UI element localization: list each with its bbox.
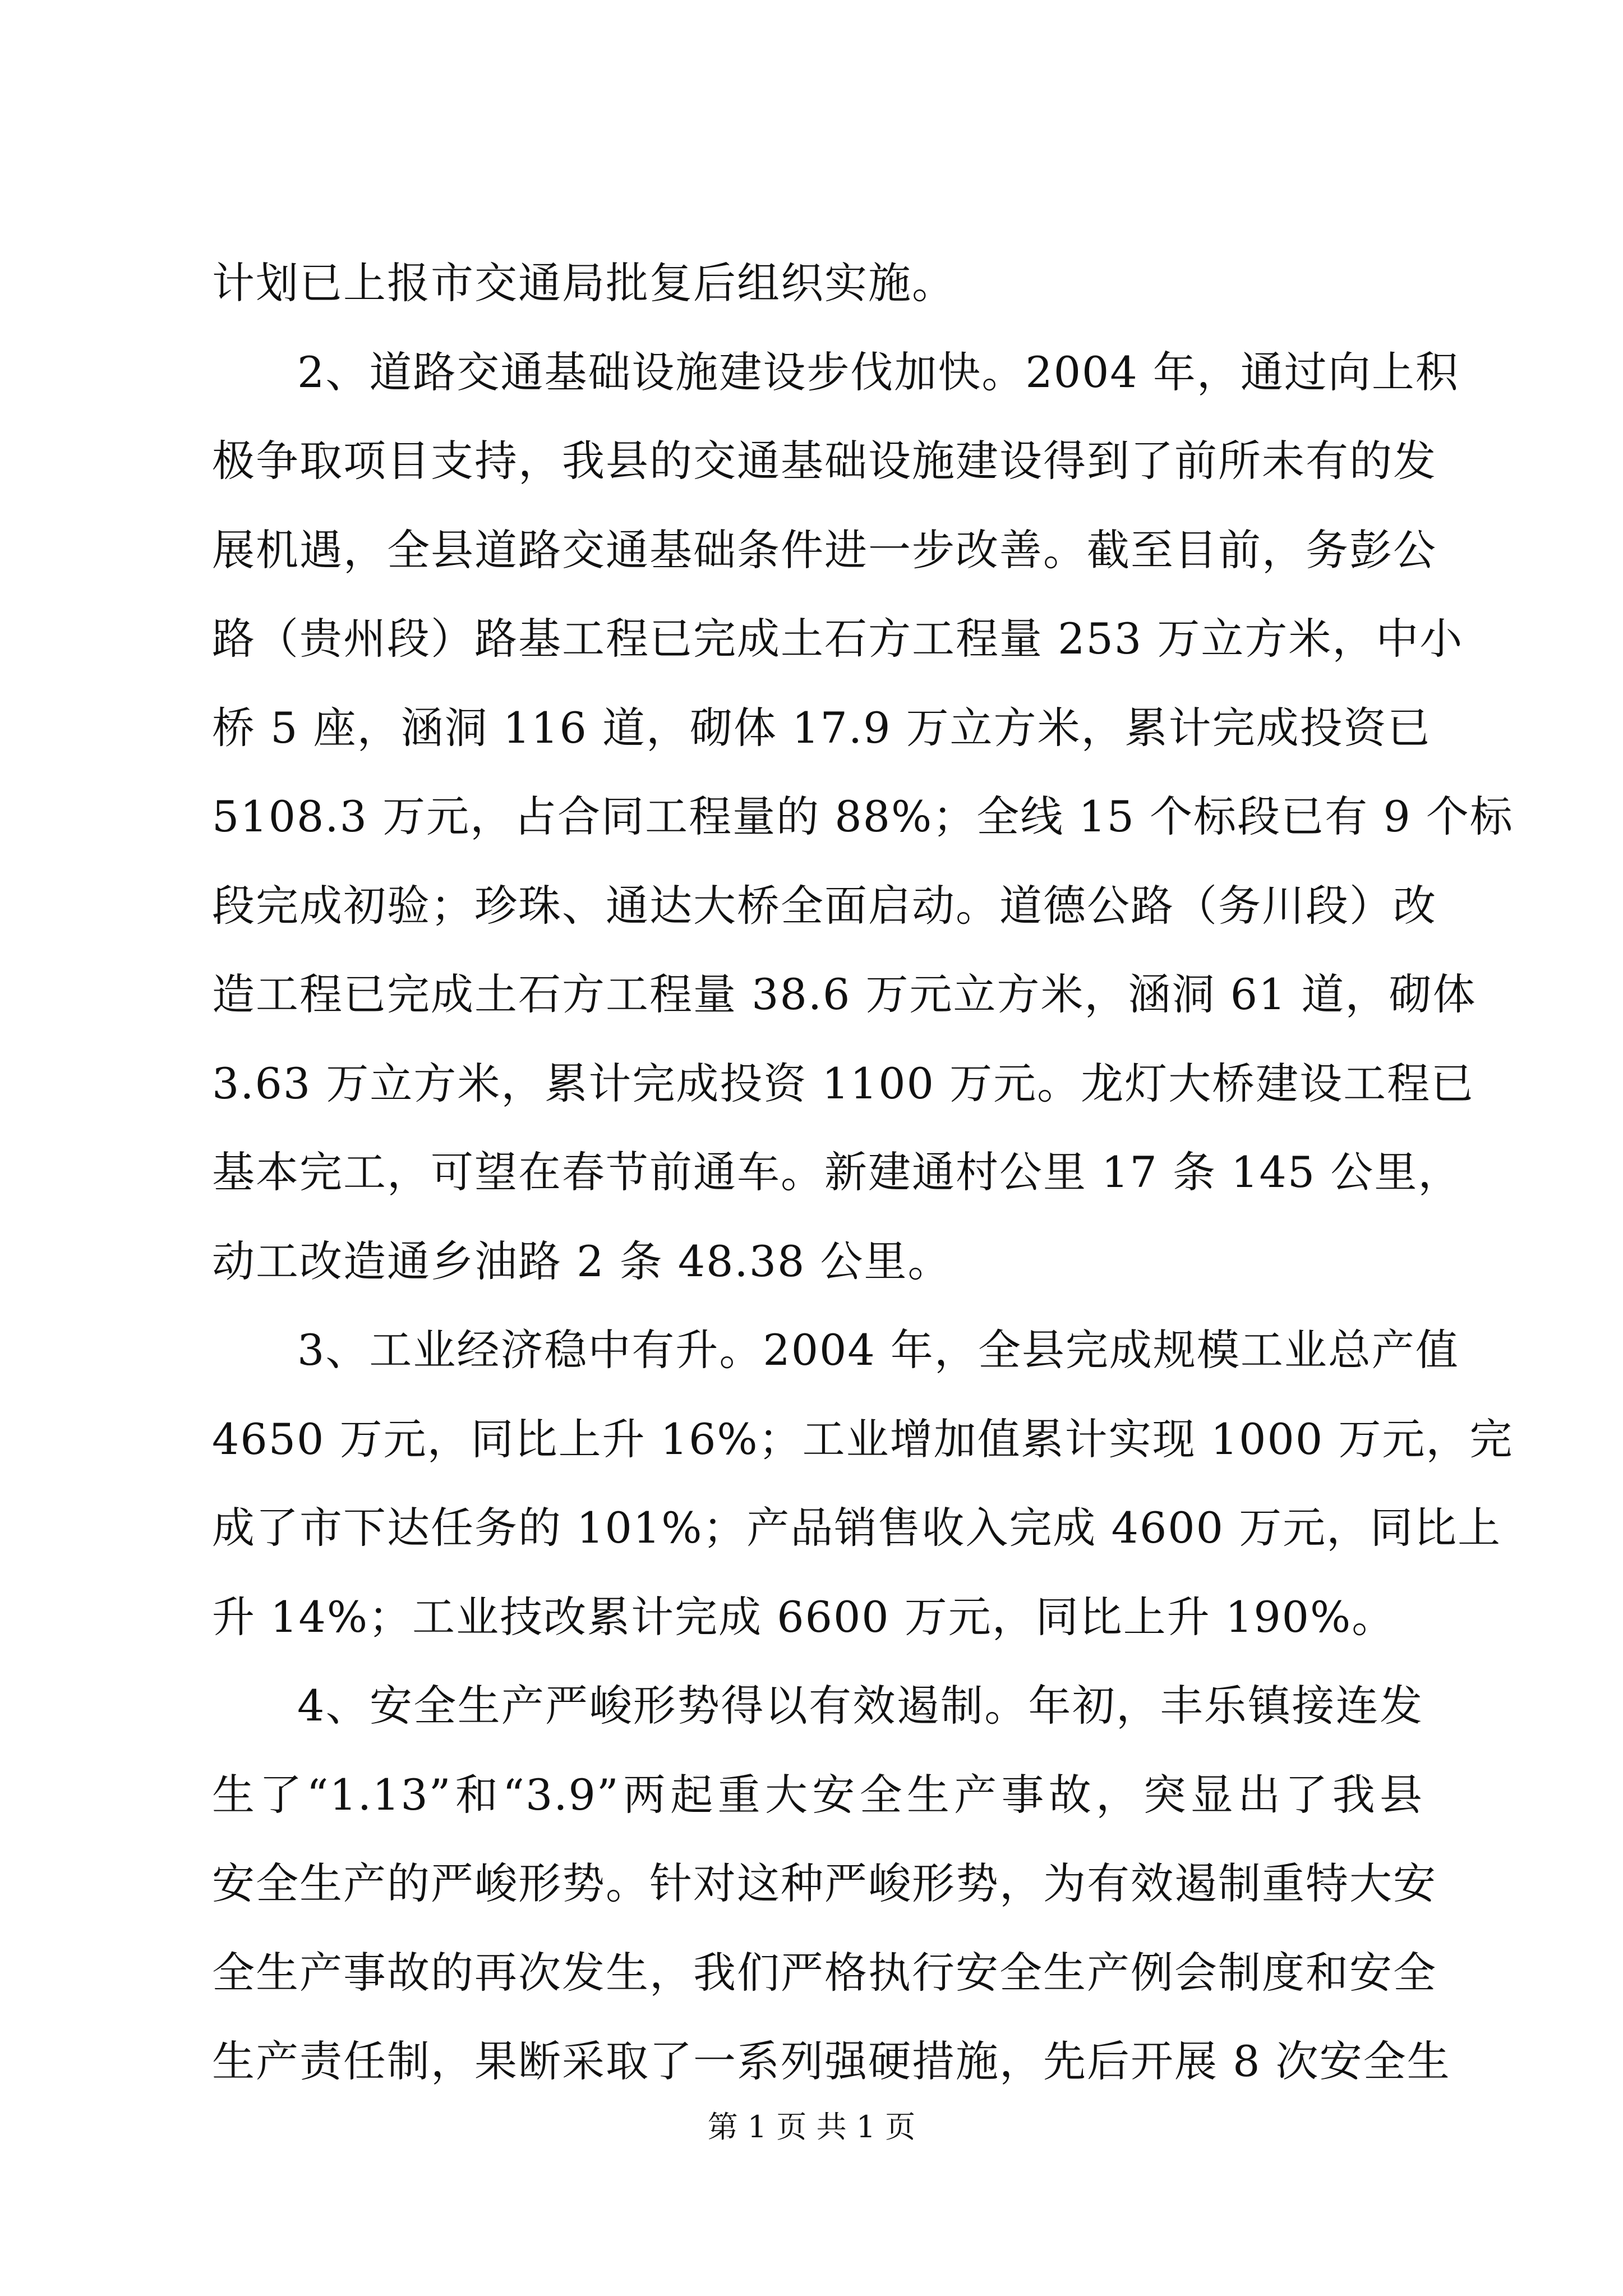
text-line: 3、工业经济稳中有升。2004 年，全县完成规模工业总产值 <box>297 1325 1459 1375</box>
text-line: 段完成初验；珍珠、通达大桥全面启动。道德公路（务川段）改 <box>212 881 1437 931</box>
text-line: 极争取项目支持，我县的交通基础设施建设得到了前所未有的发 <box>212 436 1437 486</box>
text-line: 展机遇，全县道路交通基础条件进一步改善。截至目前，务彭公 <box>212 525 1437 575</box>
text-line: 动工改造通乡油路 2 条 48.38 公里。 <box>212 1236 952 1286</box>
text-line: 4、安全生产严峻形势得以有效遏制。年初，丰乐镇接连发 <box>297 1681 1423 1731</box>
text-line: 计划已上报市交通局批复后组织实施。 <box>212 258 956 308</box>
text-line: 升 14%；工业技改累计完成 6600 万元，同比上升 190%。 <box>212 1592 1396 1642</box>
text-line: 生产责任制，果断采取了一系列强硬措施，先后开展 8 次安全生 <box>212 2036 1451 2086</box>
text-line: 安全生产的严峻形势。针对这种严峻形势，为有效遏制重特大安 <box>212 1858 1437 1908</box>
text-line: 5108.3 万元，占合同工程量的 88%；全线 15 个标段已有 9 个标 <box>212 792 1514 841</box>
text-line: 2、道路交通基础设施建设步伐加快。2004 年，通过向上积 <box>297 347 1459 397</box>
text-line: 全生产事故的再次发生，我们严格执行安全生产例会制度和安全 <box>212 1948 1437 1998</box>
page-footer: 第 1 页 共 1 页 <box>707 2109 916 2145</box>
text-line: 3.63 万立方米，累计完成投资 1100 万元。龙灯大桥建设工程已 <box>212 1059 1475 1108</box>
text-line: 成了市下达任务的 101%；产品销售收入完成 4600 万元，同比上 <box>212 1503 1502 1553</box>
text-line: 4650 万元，同比上升 16%；工业增加值累计实现 1000 万元，完 <box>212 1414 1514 1464</box>
text-line: 生了“1.13”和“3.9”两起重大安全生产事故，突显出了我县 <box>212 1770 1423 1820</box>
text-line: 桥 5 座，涵洞 116 道，砌体 17.9 万立方米，累计完成投资已 <box>212 703 1431 753</box>
text-line: 路（贵州段）路基工程已完成土石方工程量 253 万立方米，中小 <box>212 614 1464 664</box>
text-line: 造工程已完成土石方工程量 38.6 万元立方米，涵洞 61 道，砌体 <box>212 969 1477 1019</box>
text-line: 基本完工，可望在春节前通车。新建通村公里 17 条 145 公里， <box>212 1147 1462 1197</box>
